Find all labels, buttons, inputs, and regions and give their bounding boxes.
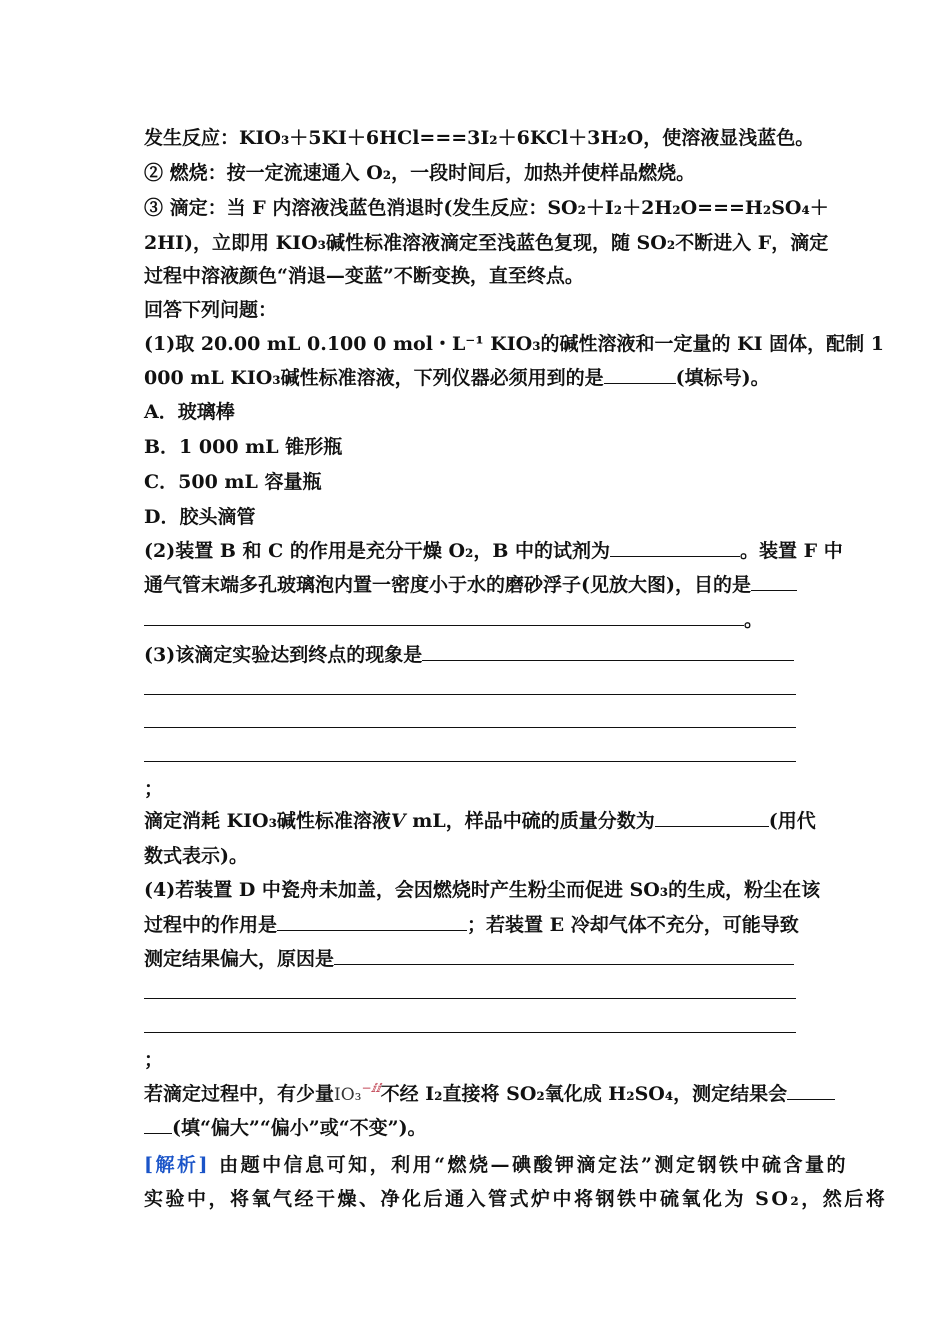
text-line: 回答下列问题： (144, 299, 278, 321)
answer-line[interactable] (144, 727, 796, 728)
question-4-cont: 过程中的作用是 ；若装置 E 冷却气体不充分，可能导致 (144, 914, 799, 936)
answer-line[interactable] (144, 1032, 796, 1033)
answer-blank-2b[interactable] (751, 572, 797, 591)
question-4-cont: 若滴定过程中，有少量IO₃$^{-ⅈⅈ}$不经 I₂直接将 SO₂氧化成 H₂SO₄，测定结果会 (144, 1080, 808, 1109)
question-2-cont: 通气管末端多孔玻璃泡内置一密度小于水的磨砂浮子(见放大图)，目的是 (144, 571, 808, 599)
answer-blank-1[interactable] (604, 365, 676, 384)
text-line: ② 燃烧：按一定流速通入 O₂，一段时间后，加热并使样品燃烧。 (144, 162, 696, 184)
answer-blank-2a[interactable] (610, 538, 740, 557)
semicolon: ； (144, 1049, 164, 1071)
option-b: B．1 000 mL 锥形瓶 (144, 436, 343, 458)
question-2: (2)装置 B 和 C 的作用是充分干燥 O₂，B 中的试剂为 。装置 F 中 (144, 540, 843, 562)
text-line: ③ 滴定：当 F 内溶液浅蓝色消退时(发生反应：SO₂＋I₂＋2H₂O===H₂SO₄＋ (144, 197, 829, 219)
question-4: (4)若装置 D 中瓷舟未加盖，会因燃烧时产生粉尘而促进 SO₃的生成，粉尘在该 (144, 879, 821, 901)
answer-blank-3a[interactable] (422, 642, 794, 661)
option-d: D．胶头滴管 (144, 506, 256, 528)
analysis-line: [解析] 由题中信息可知，利用“燃烧—碘酸钾滴定法”测定钢铁中硫含量的 (144, 1154, 848, 1176)
question-1: (1)取 20.00 mL 0.100 0 mol・L⁻¹ KIO₃的碱性溶液和一定量的 KI 固体，配制 1 (144, 333, 885, 355)
semicolon: ； (144, 778, 164, 800)
analysis-line: 实验中，将氧气经干燥、净化后通入管式炉中将钢铁中硫氧化为 SO₂，然后将 (144, 1188, 888, 1210)
option-a: A．玻璃棒 (144, 401, 235, 423)
question-1-cont: 000 mL KIO₃碱性标准溶液，下列仪器必须用到的是 (填标号)。 (144, 367, 770, 389)
answer-blank-2c[interactable] (144, 607, 744, 626)
question-3-cont: 数式表示)。 (144, 845, 248, 867)
answer-blank-4b[interactable] (334, 946, 794, 965)
question-3-cont: 滴定消耗 KIO₃碱性标准溶液V mL，样品中硫的质量分数为 (用代 (144, 810, 816, 832)
answer-blank-4a[interactable] (277, 912, 467, 931)
question-3: (3)该滴定实验达到终点的现象是 (144, 641, 808, 669)
answer-line[interactable] (144, 998, 796, 999)
answer-line[interactable] (144, 694, 796, 695)
analysis-tag: [解析] (144, 1154, 210, 1176)
answer-blank-3b[interactable] (655, 808, 769, 827)
answer-blank-4c-cont[interactable] (144, 1115, 172, 1134)
text-line: 过程中溶液颜色“消退—变蓝”不断变换，直至终点。 (144, 265, 584, 287)
text-line: 发生反应：KIO₃＋5KI＋6HCl===3I₂＋6KCl＋3H₂O，使溶液显浅蓝色。 (144, 127, 815, 149)
option-c: C．500 mL 容量瓶 (144, 471, 322, 493)
question-4-cont: 测定结果偏大，原因是 (144, 945, 808, 973)
question-2-cont: 。 (144, 606, 808, 634)
question-4-cont: (填“偏大”“偏小”或“不变”)。 (144, 1114, 808, 1142)
answer-blank-4c[interactable] (787, 1081, 835, 1100)
answer-line[interactable] (144, 761, 796, 762)
iodate-ion: IO₃$^{-ⅈⅈ}$ (334, 1081, 381, 1105)
text-line: 2HI)，立即用 KIO₃碱性标准溶液滴定至浅蓝色复现，随 SO₂不断进入 F，滴定 (144, 232, 829, 254)
